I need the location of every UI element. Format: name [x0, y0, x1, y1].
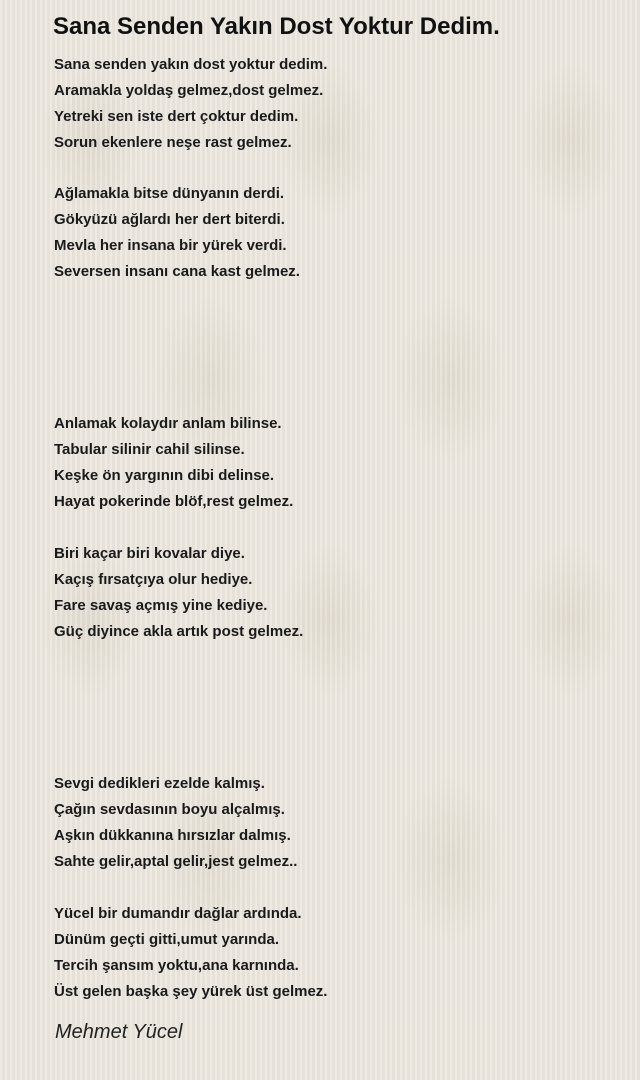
poem-line: Yetreki sen iste dert çoktur dedim. — [54, 108, 299, 125]
poem-line: Anlamak kolaydır anlam bilinse. — [54, 415, 282, 432]
poem-line: Güç diyince akla artık post gelmez. — [54, 623, 304, 640]
poem-line: Sorun ekenlere neşe rast gelmez. — [54, 134, 292, 151]
stanza-6 — [54, 901, 327, 1005]
poem-line: Seversen insanı cana kast gelmez. — [54, 263, 300, 280]
poem-line: Tabular silinir cahil silinse. — [54, 441, 245, 458]
poem-line: Üst gelen başka şey yürek üst gelmez. — [54, 983, 328, 1000]
poem-line: Yücel bir dumandır dağlar ardında. — [54, 905, 302, 922]
stanza-5 — [54, 771, 297, 875]
poem-author: Mehmet Yücel — [55, 1021, 183, 1043]
poem-line: Aramakla yoldaş gelmez,dost gelmez. — [54, 82, 324, 99]
poem-line: Kaçış fırsatçıya olur hediye. — [54, 571, 253, 588]
poem-line: Keşke ön yargının dibi delinse. — [54, 467, 275, 484]
stanza-2 — [54, 181, 300, 285]
poem-line: Sevgi dedikleri ezelde kalmış. — [54, 775, 265, 792]
poem-line: Sahte gelir,aptal gelir,jest gelmez.. — [54, 853, 298, 870]
poem-line: Mevla her insana bir yürek verdi. — [54, 237, 287, 254]
poem-line: Dünüm geçti gitti,umut yarında. — [54, 931, 280, 948]
poem-title: Sana Senden Yakın Dost Yoktur Dedim. — [53, 13, 500, 40]
stanza-4 — [54, 541, 303, 645]
poem-line: Gökyüzü ağlardı her dert biterdi. — [54, 211, 285, 228]
poem-line: Çağın sevdasının boyu alçalmış. — [54, 801, 285, 818]
poem-line: Sana senden yakın dost yoktur dedim. — [54, 56, 328, 73]
poem-line: Tercih şansım yoktu,ana karnında. — [54, 957, 299, 974]
poem-line: Fare savaş açmış yine kediye. — [54, 597, 268, 614]
stanza-3 — [54, 411, 293, 515]
poem-line: Aşkın dükkanına hırsızlar dalmış. — [54, 827, 291, 844]
poem-line: Biri kaçar biri kovalar diye. — [54, 545, 245, 562]
poem-line: Hayat pokerinde blöf,rest gelmez. — [54, 493, 294, 510]
stanza-1 — [54, 52, 327, 156]
poem-line: Ağlamakla bitse dünyanın derdi. — [54, 185, 285, 202]
